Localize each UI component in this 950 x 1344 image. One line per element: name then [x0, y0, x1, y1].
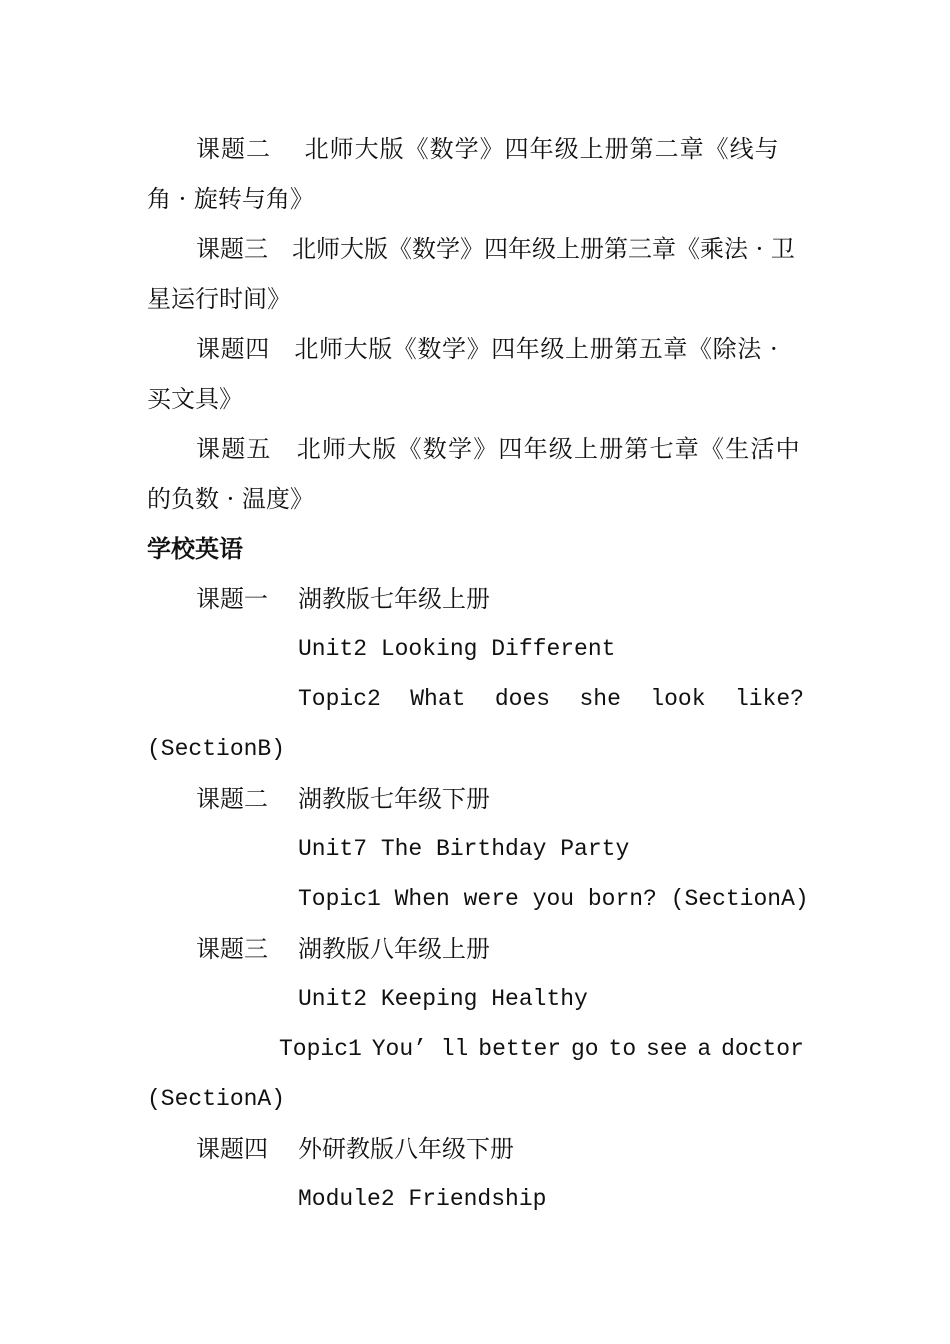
english-topic-3-topic-cont: (SectionA) [147, 1086, 286, 1112]
english-section-heading: 学校英语 [147, 535, 243, 563]
math-topic-5-line-2: 的负数 · 温度》 [147, 485, 314, 513]
english-topic-4-label: 课题四 [196, 1135, 268, 1163]
english-topic-2-unit: Unit7 The Birthday Party [298, 836, 630, 862]
topic-word: see [646, 1036, 688, 1062]
english-topic-3-label: 课题三 [196, 935, 268, 963]
english-topic-3-unit: Unit2 Keeping Healthy [298, 986, 588, 1012]
math-topic-4-line-2: 买文具》 [147, 385, 243, 413]
topic-word: What [410, 686, 466, 712]
math-topic-2-line-1: 课题二 北师大版《数学》四年级上册第二章《线与 [196, 135, 780, 163]
topic-word: like? [734, 686, 804, 712]
english-topic-1-unit: Unit2 Looking Different [298, 636, 616, 662]
english-topic-2-book: 湖教版七年级下册 [298, 785, 490, 813]
english-topic-4-book: 外研教版八年级下册 [298, 1135, 514, 1163]
topic-word: better [478, 1036, 562, 1062]
topic-word: she [579, 686, 621, 712]
topic-word: doctor [721, 1036, 804, 1062]
topic-word: does [494, 686, 551, 712]
topic-word: a [697, 1036, 712, 1062]
math-topic-2-line-2: 角 · 旋转与角》 [147, 185, 314, 213]
topic-word: to [608, 1036, 637, 1062]
english-topic-4-module: Module2 Friendship [298, 1186, 547, 1212]
english-topic-1-topic [298, 684, 804, 714]
math-topic-4-line-1: 课题四 北师大版《数学》四年级上册第五章《除法 · [196, 335, 779, 363]
english-topic-2-topic: Topic1 When were you born? (SectionA) [298, 886, 809, 912]
english-topic-3-book: 湖教版八年级上册 [298, 935, 490, 963]
english-topic-1-book: 湖教版七年级上册 [298, 585, 490, 613]
english-topic-2-label: 课题二 [196, 785, 268, 813]
topic-word: Topic2 [298, 686, 381, 712]
english-topic-1-label: 课题一 [196, 585, 268, 613]
topic-word: look [650, 686, 706, 712]
topic-word: Topic1 [279, 1036, 362, 1062]
topic-word: You’ ll [371, 1036, 469, 1062]
topic-word: go [571, 1036, 599, 1062]
math-topic-3-line-1: 课题三 北师大版《数学》四年级上册第三章《乘法 · 卫 [196, 235, 795, 263]
english-topic-3-topic [279, 1034, 804, 1064]
math-topic-3-line-2: 星运行时间》 [147, 285, 291, 313]
english-topic-1-topic-cont: (SectionB) [147, 736, 286, 762]
math-topic-5-line-1: 课题五 北师大版《数学》四年级上册第七章《生活中 [196, 435, 801, 463]
